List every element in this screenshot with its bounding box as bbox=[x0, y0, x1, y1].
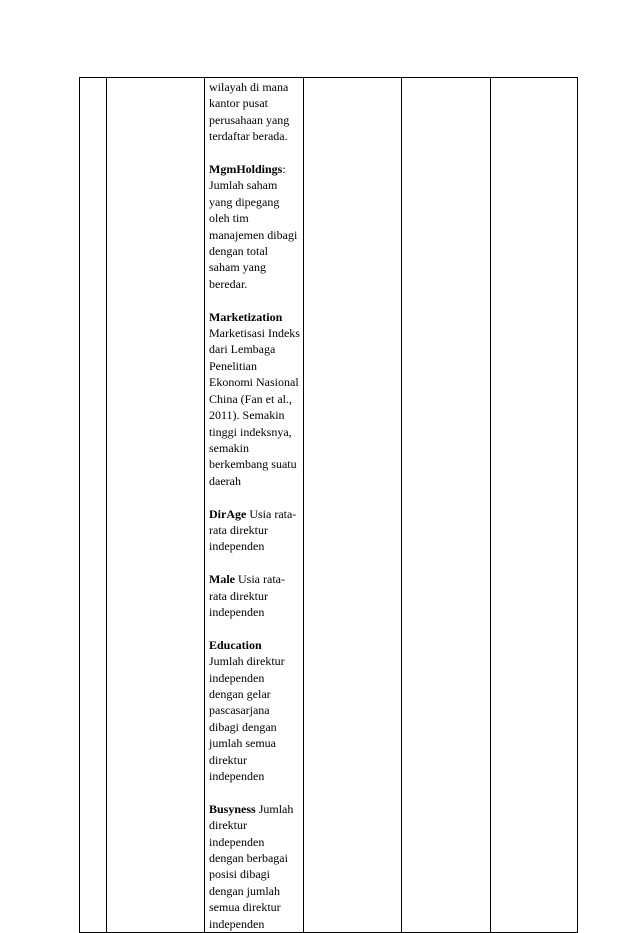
definition-description: Jumlah direktur independen dengan berbagai posisi dibagi dengan jumlah semua direktur independen bbox=[209, 801, 294, 931]
table-row bbox=[80, 78, 578, 933]
variable-definition-table bbox=[79, 77, 578, 933]
definition-mgmholdings bbox=[209, 161, 300, 292]
definition-term: MgmHoldings bbox=[209, 162, 283, 177]
definition-description: Marketisasi Indeks dari Lembaga Penelitian Ekonomi Nasional China (Fan et al., 2011). Semakin tinggi indeksnya, semakin berkembang suatu daerah bbox=[209, 326, 300, 488]
definition-dirage bbox=[209, 506, 300, 555]
definition-suffix: : bbox=[282, 162, 286, 177]
definition-description: Jumlah saham yang dipegang oleh tim manajemen dibagi dengan total saham yang beredar. bbox=[209, 178, 298, 291]
definition-term: Busyness bbox=[209, 801, 256, 816]
definition-education bbox=[209, 637, 300, 785]
table-cell-empty bbox=[304, 78, 402, 933]
definition-text bbox=[205, 78, 303, 932]
definition-term: Male bbox=[209, 572, 235, 587]
table-cell-variable bbox=[107, 78, 205, 933]
definition-term: Education bbox=[209, 637, 262, 652]
table-cell-empty bbox=[491, 78, 578, 933]
definition-marketization bbox=[209, 309, 300, 489]
definition-description: Usia rata-rata direktur independen bbox=[209, 572, 285, 619]
table-cell-empty bbox=[402, 78, 491, 933]
definition-description: Jumlah direktur independen dengan gelar pascasarjana dibagi dengan jumlah semua direktur independen bbox=[209, 654, 285, 783]
table-cell-definition bbox=[205, 78, 304, 933]
table-cell-number bbox=[80, 78, 107, 933]
definition-term: Marketization bbox=[209, 309, 283, 324]
definition-term: DirAge bbox=[209, 506, 247, 521]
intro-paragraph: wilayah di mana kantor pusat perusahaan yang terdaftar berada. bbox=[209, 80, 290, 144]
definition-busyness bbox=[209, 801, 300, 932]
definition-male bbox=[209, 571, 300, 620]
definition-description: Usia rata-rata direktur independen bbox=[209, 506, 297, 554]
